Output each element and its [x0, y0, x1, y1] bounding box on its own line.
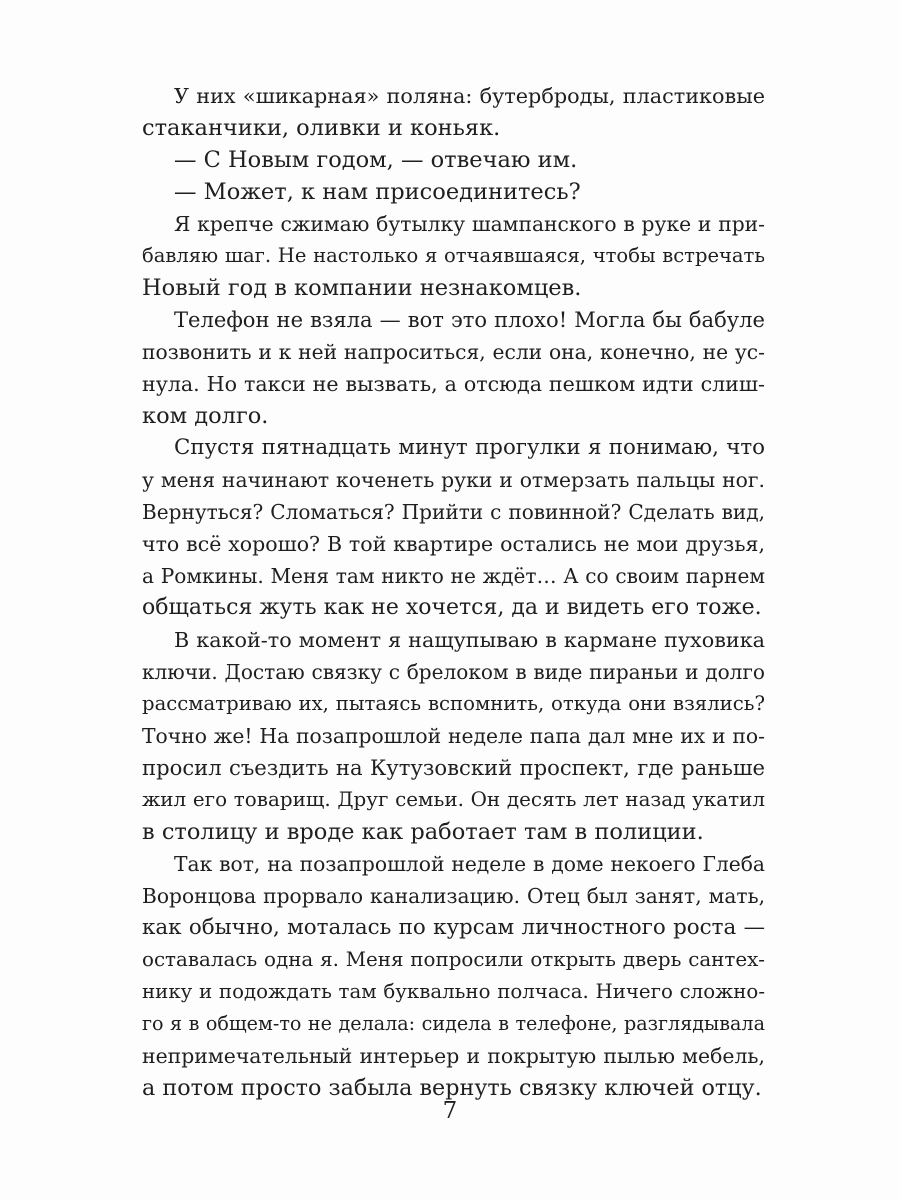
text-line: Спустя пятнадцать минут прогулки я понимаю, что: [174, 435, 765, 460]
paragraph: [142, 624, 765, 848]
text-line: стаканчики, оливки и коньяк.: [142, 115, 501, 141]
paragraph: [142, 144, 765, 176]
text-line: что всё хорошо? В той квартире остались не мои друзья,: [142, 532, 765, 556]
text-line: — С Новым годом, — отвечаю им.: [174, 147, 578, 173]
text-line: Я крепче сжимаю бутылку шампанского в руке и при-: [174, 212, 765, 236]
text-line: Воронцова прорвало канализацию. Отец был занят, мать,: [142, 884, 765, 908]
paragraph: [142, 208, 765, 304]
text-line: просил съездить на Кутузовский проспект, где раньше: [142, 755, 765, 780]
text-line: жил его товарищ. Друг семьи. Он десять лет назад укатил: [142, 788, 765, 811]
paragraph: [142, 80, 765, 144]
text-line: нула. Но такси не вызвать, а отсюда пешком идти слиш-: [142, 372, 765, 396]
text-line: нику и подождать там буквально полчаса. Ничего сложно-: [142, 980, 765, 1003]
text-line: Точно же! На позапрошлой неделе папа дал мне их и по-: [142, 724, 765, 748]
text-line: В какой-то момент я нащупываю в кармане пуховика: [174, 628, 765, 652]
text-line: Телефон не взяла — вот это плохо! Могла бы бабуле: [174, 307, 765, 332]
text-line: ком долго.: [142, 403, 269, 429]
text-line: непримечательный интерьер и покрытую пылью мебель,: [142, 1044, 765, 1068]
text-line: Вернуться? Сломаться? Прийти с повинной? Сделать вид,: [142, 500, 765, 524]
text-line: а Ромкины. Меня там никто не ждёт… А со своим парнем: [142, 564, 765, 588]
text-line: у меня начинают коченеть руки и отмерзать пальцы ног.: [142, 468, 765, 492]
body-text: [142, 80, 765, 1104]
text-line: оставалась одна я. Меня попросили открыть дверь сантех-: [142, 948, 765, 971]
text-line: в столицу и вроде как работает там в полиции.: [142, 819, 704, 845]
text-line: — Может, к нам присоединитесь?: [174, 179, 581, 205]
paragraph: [142, 176, 765, 208]
text-line: У них «шикарная» поляна: бутерброды, пластиковые: [174, 84, 765, 108]
text-line: бавляю шаг. Не настолько я отчаявшаяся, чтобы встречать: [142, 244, 765, 267]
page-number: 7: [442, 1098, 458, 1124]
text-line: рассматриваю их, пытаясь вспомнить, откуда они взялись?: [142, 692, 765, 715]
paragraph: [142, 304, 765, 432]
text-line: Новый год в компании незнакомцев.: [142, 275, 582, 301]
text-line: общаться жуть как не хочется, да и видеть его тоже.: [142, 595, 762, 620]
text-line: го я в общем-то не делала: сидела в телефоне, разглядывала: [142, 1012, 765, 1035]
text-line: Так вот, на позапрошлой неделе в доме некоего Глеба: [174, 852, 765, 876]
text-line: как обычно, моталась по курсам личностного роста —: [142, 915, 765, 940]
text-line: ключи. Достаю связку с брелоком в виде пираньи и долго: [142, 660, 765, 684]
text-line: позвонить и к ней напроситься, если она, конечно, не ус-: [142, 340, 765, 364]
paragraph: [142, 432, 765, 624]
text-line: а потом просто забыла вернуть связку ключей отцу.: [142, 1075, 762, 1101]
paragraph: [142, 848, 765, 1104]
